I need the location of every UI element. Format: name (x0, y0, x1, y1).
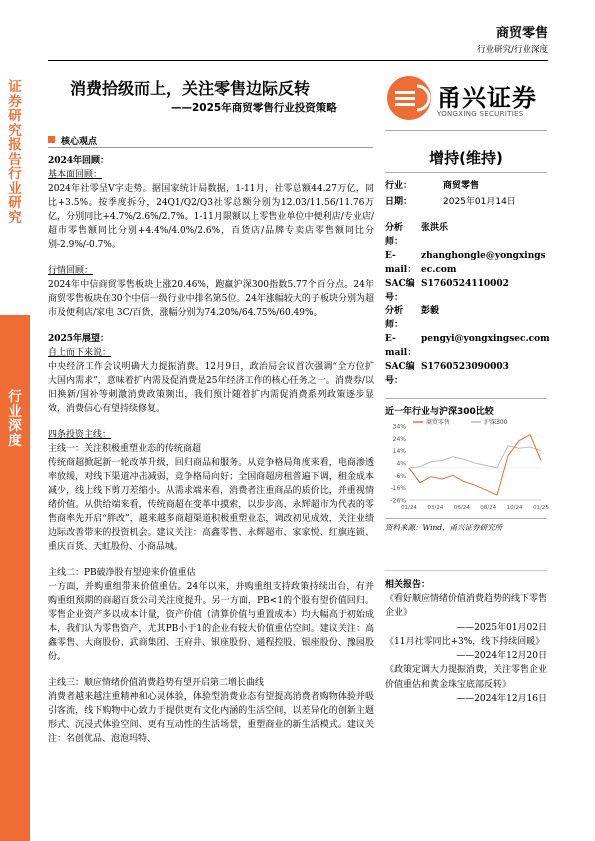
section-underline (48, 147, 373, 148)
review-2024-heading: 2024年回顾： (48, 156, 110, 166)
x-tick-label: 06/24 (453, 505, 470, 511)
top-down-label: 自上而下来说： (48, 348, 112, 358)
header-subcategory: 行业研究/行业深度 (477, 45, 548, 55)
y-tick-label: 24% (392, 435, 406, 443)
line3-title: 主线三：顺应情绪价值消费趋势有望开启第二增长曲线 (48, 678, 265, 688)
logo-mark-icon (387, 76, 431, 120)
line3-paragraph: 消费者越来越注重精神和心灵体验，体验型消费业态有望提高消费者购物体验并吸引客流，线下购物中心致力于提供更有文化内涵的生活空间，以差异化的创新主题形式、沉浸式体验空间、更有互动性的生活场景，重塑商业的新生活模式。建议关注：名创优品、泡泡玛特、 (48, 692, 374, 744)
line2-paragraph: 一方面，并购重组带来价值重估。24年以来，并购重组支持政策持续出台，有并购重组预期的商超百货公司关注度提升。另一方面，PB<1的个股有望价值回归。零售企业资产多以成本计量，资产价值（清算价值与重置成本）均大幅高于初始成本，我们认为零售资产，尤其PB小于1的企业有较大价值重估空间。建议关注：高鑫零售、大商股份、武商集团、王府井、银座股份、通程控股、银座股份、豫园股份。 (48, 582, 374, 662)
related-item[interactable]: 《11月社零同比+3%，线下持续回暖》 (385, 636, 545, 647)
related-divider (385, 570, 547, 571)
y-tick-label: -6% (394, 472, 406, 480)
industry-label: 行业： (385, 181, 413, 191)
logo-english: YONGXING SECURITIES (437, 110, 524, 118)
report-subtitle: ——2025年商贸零售行业投资策略 (171, 102, 337, 114)
rating: 增持(维持) (429, 149, 503, 167)
chart-top-divider (385, 398, 547, 399)
x-tick-label: 10/24 (506, 505, 523, 511)
line2-title: 主线二：PB破净股有望迎来价值重估 (48, 568, 196, 578)
report-title: 消费拾级而上，关注零售边际反转 (70, 79, 311, 98)
chart-bottom-divider (385, 518, 547, 519)
analyst-email[interactable]: pengyi@yongxingsec.com (421, 334, 550, 344)
analyst-name: 彭毅 (421, 306, 440, 316)
fundamentals-label: 基本面回顾： (48, 170, 103, 180)
line1-paragraph: 传统商超掀起新一轮改革升级，回归商品和服务。从竞争格局角度来看，电商渗透率放缓，对线下渠道冲击减弱，竞争格局向好；全国商超房租普遍下调，租金成本减少，线上线下剪刀差缩小。从需求端来看，消费者注重商品的质价比，并重视情绪价值。从供给端来看，传统商超在变革中摸索，以步步高、永辉超市为代表的零售商率先开启“胖改”，越来越多商超渠道积极重塑业态，调改初见成效，关注业绩边际改善带来的投资机会。建议关注：高鑫零售、永辉超市、家家悦、红旗连锁、重庆百货、天虹股份、小商品城。 (48, 458, 374, 552)
x-tick-label: 01/24 (401, 505, 417, 511)
comparison-line-chart (385, 418, 547, 520)
email-label: E-mail： (385, 334, 417, 358)
analyst-sac: S1760523090003 (421, 362, 509, 372)
legend-label: 沪深300 (484, 419, 508, 426)
main-column (48, 154, 374, 746)
related-title: 相关报告： (385, 580, 431, 590)
analyst-name: 张洪乐 (421, 223, 449, 233)
y-tick-label: -16% (390, 485, 406, 493)
sac-label: SAC编号： (385, 362, 415, 386)
market-label: 行情回顾： (48, 266, 94, 276)
analyst-email[interactable]: zhanghongle@yongxingsec.com (421, 251, 546, 275)
chart-source: 资料来源：Wind，甬兴证券研究所 (385, 523, 503, 532)
related-date: ——2024年12月16日 (456, 694, 547, 705)
logo-chinese: 甬兴证券 (437, 84, 537, 112)
date-label: 日期： (385, 197, 413, 207)
date-value: 2025年01月14日 (443, 197, 516, 207)
series-line-retail (409, 435, 541, 496)
sidebar-bottom-text: 行业深度 (8, 389, 22, 449)
sidebar-top-text: 证券研究报告 行业研究 (8, 79, 22, 226)
analyst-2 (385, 305, 550, 386)
meta-industry (385, 180, 547, 194)
logo-divider (385, 130, 547, 131)
header-divider (48, 60, 548, 61)
industry-value: 商贸零售 (443, 181, 480, 191)
chart-title: 近一年行业与沪深300比较 (385, 407, 494, 417)
related-item[interactable]: 《看好顺应情绪价值消费趋势的线下零售企业》 (385, 594, 548, 619)
y-tick-label: 4% (396, 460, 406, 468)
square-bullet-icon (48, 136, 55, 143)
meta-date (385, 196, 547, 210)
analyst-1 (385, 222, 547, 302)
related-list (385, 592, 547, 706)
section-title: 核心观点 (61, 137, 98, 147)
sac-label: SAC编号： (385, 279, 415, 303)
analyst-sac: S1760524110002 (421, 279, 509, 289)
series-line-csi300 (409, 446, 541, 468)
x-tick-label: 01/25 (533, 505, 549, 511)
analyst-label: 分析师： (385, 306, 404, 330)
x-tick-label: 03/24 (427, 505, 444, 511)
y-tick-label: 34% (392, 423, 406, 431)
fundamentals-paragraph: 2024年社零呈V字走势。据国家统计局数据，1-11月，社零总额44.27万亿，同比+3.5%。按季度拆分，24Q1/Q2/Q3社零总额分别为12.03/11.56/11.76万亿，分别同比+4.7%/2.6%/2.7%。1-11月限额以上零售业单位中便利店/专业店/超市零售额同比分别+4.4%/4.0%/2.6%，百货店/品牌专卖店零售额同比分别-2.9%/-0.7%。 (48, 184, 374, 250)
outlook-2025-heading: 2025年展望： (48, 334, 110, 344)
x-tick-label: 08/24 (480, 505, 497, 511)
section-heading (48, 134, 378, 147)
themes-label: 四条投资主线： (48, 430, 112, 440)
company-logo (387, 76, 547, 124)
y-tick-label: 14% (392, 448, 406, 456)
top-down-paragraph: 中央经济工作会议明确大力提振消费。12月9日，政治局会议首次强调“全方位扩大国内需求”，意味着扩内需及促消费是25年经济工作的核心任务之一。消费券/以旧换新/国补等刺激消费政策频出，我们预计随着扩内需促消费系列政策逐步显效，消费信心有望持续修复。 (48, 362, 374, 414)
line1-title: 主线一：关注积极重塑业态的传统商超 (48, 444, 202, 454)
related-item[interactable]: 《政策定调大力提振消费，关注零售企业价值重估和黄金珠宝底部反转》 (385, 665, 548, 690)
market-paragraph: 2024年中信商贸零售板块上涨20.46%，跑赢沪深300指数5.77个百分点。24年商贸零售板块在30个中信一级行业中排名第5位。24年涨幅较大的子板块分别为超市及便利店/家电 3C/百货，涨幅分别为74.20%/64.75%/60.49%。 (48, 280, 374, 318)
legend-label: 商贸零售 (426, 419, 451, 426)
header-category: 商贸零售 (495, 26, 548, 41)
rating-divider (385, 172, 547, 173)
analyst-label: 分析师： (385, 223, 404, 247)
related-date: ——2024年12月20日 (456, 651, 547, 662)
email-label: E-mail： (385, 251, 417, 275)
related-date: ——2025年01月02日 (456, 622, 547, 633)
y-tick-label: -26% (390, 497, 406, 505)
